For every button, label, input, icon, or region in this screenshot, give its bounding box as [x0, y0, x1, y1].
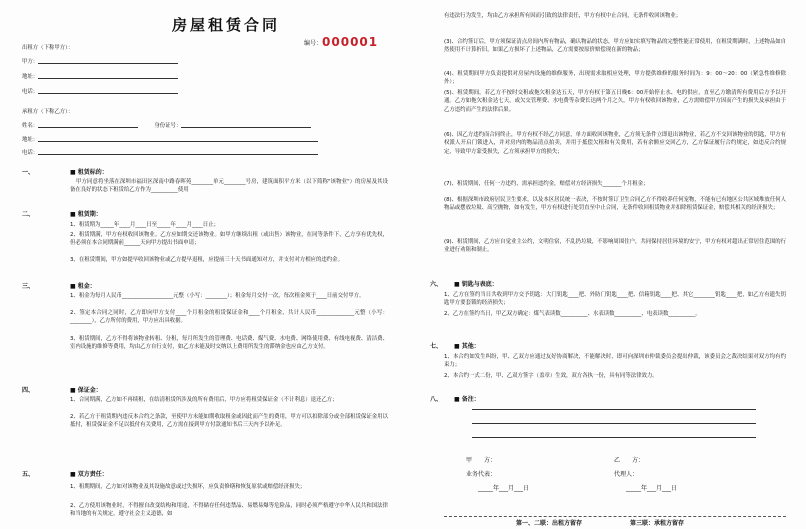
paragraph: 2、签定本合同之同时，乙方即向甲方支付____个月租金的租赁保证金和____个月租金，共计人民币______________元整（小写：________），乙方所付的费用，甲方应出具收据。: [70, 310, 388, 325]
serial-number: [304, 33, 378, 52]
paragraph: 1、租赁期为_____年____月____日至_____年____月____日止；: [70, 222, 219, 228]
paragraph: 3、租赁期间，乙方不得将该物业转租、分租，每月所发生的管理费、电话费、煤气费、水电费、网络使用费、有线电视费、清洁费、室内设施的维修等费用，均由乙方自行支付，如乙方未能及时交纳以上费用所发生的滞纳金也应由乙方支付。: [70, 336, 388, 351]
paragraph: (4)、租赁期间甲方负责提供对房屋内设施的维修服务，出现需求取相应处理，甲方提供维修的服务时间为：9：00～20：00（紧急性维修除外）；: [444, 71, 786, 86]
perforation-line: [444, 516, 786, 517]
section-number: 六、: [430, 281, 443, 288]
left-column: [22, 0, 388, 529]
serial-value: 000001: [322, 35, 379, 49]
lessor-phone-field: 电话：: [22, 88, 178, 97]
paragraph: 2、本合约一式二份，甲、乙双方签字（盖章）生效，双方各执一份，具有同等法律效力。: [444, 373, 658, 379]
lessee-address-field: 地址：: [22, 136, 318, 145]
lessee-name-field: 姓名： 身份证号：: [22, 122, 311, 131]
lessor-address-field: 地址：: [22, 73, 178, 82]
section-number: 五、: [22, 471, 35, 478]
paragraph: 2、租赁期满，甲方有权收回该物业。乙方应如期交还该物业。如甲方继续出租（或出售）该物业，在同等条件下，乙方享有优先权，但必须在本合同期满前______天向甲方提出书面申请；: [70, 232, 388, 247]
lessee-phone-field: 电话：: [22, 149, 318, 158]
copy-label-lessee: 第三联：承租方留存: [630, 520, 685, 527]
paragraph: 1、租金为每月人民币___________________元整（小写：________）；租金每月交付一次，每次租金须于____日前交付甲方。: [70, 293, 365, 299]
section-heading: ■ 租赁期：: [70, 211, 102, 218]
section-lease-term: [22, 210, 388, 276]
paragraph: (7)、租赁期间，任何一方违约，需承担违约金，赔偿对方经济损失_______个月租金；: [444, 181, 649, 187]
section-lease-subject: [22, 168, 388, 202]
remarks-line: [472, 423, 756, 424]
remarks-line: [472, 409, 756, 410]
paragraph: 2、乙方使用该物业时，不得擅自改变结构和用途，不得储存任何违禁品、易燃易爆等危险品，同时必须严格遵守中华人民共和国法律和当地的有关规定，遵守社会主义道德，如: [70, 503, 388, 518]
section-heading: ■ 保证金：: [70, 387, 102, 394]
section-number: 一、: [22, 169, 35, 176]
section-number: 四、: [22, 387, 35, 394]
document-title: 房屋租赁合同: [172, 16, 281, 34]
section-heading: ■ 租金：: [70, 283, 96, 290]
party-b-signature: 乙 方：: [614, 457, 645, 464]
section-number: 七、: [430, 343, 443, 350]
section-number: 二、: [22, 211, 35, 218]
section-rent: [22, 282, 388, 380]
section-heading: ■ 其他：: [454, 343, 480, 350]
section-keys-meters: [420, 280, 786, 328]
section-deposit: [22, 386, 388, 456]
paragraph: 甲方同意将坐落在深圳市福田区深南中路春晖苑________单元________号房，建筑面积平方米（以下简称"该物业"）的房屋及其设备在良好的状态下租赁给乙方作为__________使用: [70, 179, 388, 194]
party-a-date: _____年___月___日: [478, 485, 530, 492]
section-number: 八、: [430, 396, 443, 403]
agent-signature: 业务代表：: [466, 471, 497, 478]
paragraph: 1、租期期间，乙方如对该物业及其设施故意或过失损坏，应负责修缮和恢复原状或赔偿经济损失；: [70, 484, 306, 490]
party-a-signature: 甲 方：: [466, 457, 497, 464]
paragraph: (6)、因乙方违约而合同终止，甲方有权不经乙方同意，单方面收回该物业，乙方须无条件立即退出该物业，若乙方不交回该物业的钥匙，甲方有权派人开启门锁进入，并对房内的物品清点拍卖，并用于抵偿欠租和有关费用，若有余额应交回乙方，乙方保证履行合约规定，如违反合约规定，导致甲方蒙受损失，乙方须承担甲方的损失；: [444, 132, 786, 155]
paragraph: 有违法行为发生，均由乙方承担所有因而引致的法律责任，甲方有权中止合同，无条件收回该物业；: [444, 13, 682, 19]
paragraph: 2、乙方在签约当日，甲乙双方确定：煤气表读数__________、水表读数__________、电表读数__________。: [444, 311, 701, 317]
paragraph: (5)、租赁期间，若乙方不按时交租或拖欠租金达五天，甲方有权于第五日晚6：00开始停止水、电的供应，直至乙方缴清所有费用后方予以开通。乙方如拖欠租金达七天，或欠交管理费、水电费等杂费长达两个月之久，甲方有权收回该物业，乙方需赔偿甲方因而产生的损失及承担由于乙方违约而产生的法律后果。: [444, 90, 786, 113]
paragraph: 1、乙方在签约当日共收到甲方交予钥匙：大门钥匙____把、外防门钥匙____把、信箱钥匙____把、其它________钥匙____把，如乙方有遗失钥匙甲方要套锁的经济损失；: [444, 292, 786, 307]
section-other: [420, 342, 786, 386]
section-heading: ■ 备注：: [454, 396, 480, 403]
lessor-name-field: 甲方：: [22, 58, 178, 67]
section-remarks: [420, 395, 786, 449]
paragraph: 2、若乙方于租赁期内违反本合约之条款，至使甲方未能如期收取租金或因此而产生的费用，甲方可以扣除部分或全部租赁保证金用以抵付，租赁保证金不足以抵付有关费用，乙方需在接到甲方付款通知书后三天内予以补足。: [70, 414, 388, 429]
lessor-label: 出租方（下称甲方）：: [22, 45, 74, 51]
lessee-label: 承租方（下称乙方）：: [22, 109, 74, 115]
section-heading: ■ 钥匙与表底：: [454, 281, 498, 288]
remarks-line: [472, 437, 756, 438]
paragraph: 3、在租赁期间，甲方如提早收回该物业或乙方提早退租，应提前三十天书面通知对方，并支付对方相应的违约金。: [70, 257, 343, 263]
copy-label-lessor: 第一、二联：出租方留存: [516, 520, 583, 527]
paragraph: 1、本合约如发生纠纷，甲、乙双方应通过友好协商解决，不能解决时，即可向深圳市仲裁委员会提出仲裁，该委员会之裁决结果对双方均有约束力；: [444, 354, 786, 369]
section-heading: ■ 租赁标的：: [70, 169, 108, 176]
paragraph: (3)、合约签订后，甲方须保证清点房间内所有物品，确认物品的状态，甲方应如实填写物品的完整性能正常使用，在租赁期满时，上述物品如自然使用不计算折旧，如果乙方损坏了上述物品，乙方需要按原价赔偿现在新的物品；: [444, 39, 786, 54]
section-heading: ■ 双方责任：: [70, 471, 108, 478]
serial-label: 编号：: [304, 40, 323, 47]
party-b-date: _____年___月___日: [626, 485, 678, 492]
section-number: 三、: [22, 283, 35, 290]
paragraph: (9)、租赁期间，乙方应自觉业主公约，文明住宿，不乱扔垃圾，不影响周围住户，共同保持居住环境的安宁，甲方有权对超出正常居住范围的行业进行劝阻和制止。: [444, 239, 786, 254]
representative-signature: 代理人：: [614, 471, 639, 478]
paragraph: 1、合同期满，乙方如不再续租，在结清租赁所涉及的所有费用后，甲方应将租赁保证金（不计利息）退还乙方；: [70, 397, 338, 403]
paragraph: (8)、根据深圳市政府居民卫生要求，以及本区居民统一表决，不按时签订卫生合同乙方不得收养任何宠物，不能有已有地区公共区域堆放任何人物品或摆放垃圾、高空抛物，如有发生，甲方有权进行处罚直至中止合同，无条件收回租赁物业并扣除租赁保证金，赔偿其相关的经济损失；: [444, 197, 786, 212]
right-column: [420, 0, 786, 529]
section-responsibilities: [22, 470, 388, 528]
